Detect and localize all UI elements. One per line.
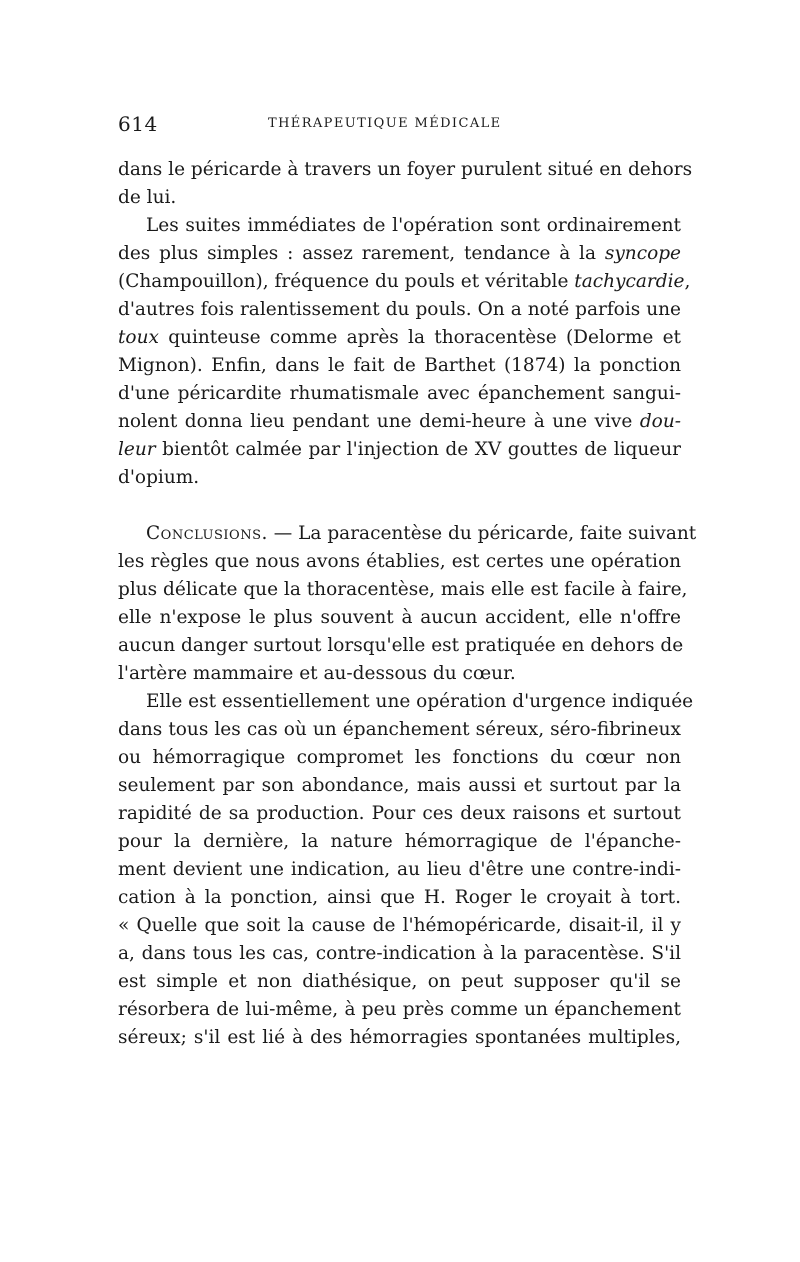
text-line: d'autres fois ralentissement du pouls. On a noté parfois une [118,299,681,320]
text-line: plus délicate que la thoracentèse, mais elle est facile à faire, [118,579,688,600]
text-line: l'artère mammaire et au-dessous du cœur. [118,663,516,684]
section-heading: Conclusions. [146,523,268,544]
text-line: Mignon). Enfin, dans le fait de Barthet (1874) la ponction [118,355,681,376]
text-line [118,268,691,296]
text-line: ment devient une indication, au lieu d'être une contre-indi- [118,859,681,880]
text-run: quinteuse comme après la thoracentèse (Delorme et [158,327,681,348]
text-line: séreux; s'il est lié à des hémorragies spontanées multiples, [118,1027,681,1048]
text-line: Les suites immédiates de l'opération sont ordinairement [146,215,681,236]
text-line [118,324,681,352]
text-run: nolent donna lieu pendant une demi-heure à une vive [118,411,640,432]
text-line: dans le péricarde à travers un foyer purulent situé en dehors [118,159,693,180]
text-line: Elle est essentiellement une opération d'urgence indiquée [146,691,694,712]
text-line: pour la dernière, la nature hémorragique de l'épanche- [118,831,681,852]
italic-term: dou- [639,411,681,432]
italic-term: leur [118,439,156,460]
italic-term: syncope [604,243,681,264]
text-line: de lui. [118,187,177,208]
text-line: seulement par son abondance, mais aussi et surtout par la [118,775,681,796]
text-line: dans tous les cas où un épanchement séreux, séro-fibrineux [118,719,681,740]
text-run: , [684,271,691,292]
text-line [118,436,681,464]
text-line: résorbera de lui-même, à peu près comme un épanchement [118,999,681,1020]
text-line: elle n'expose le plus souvent à aucun accident, elle n'offre [118,607,681,628]
running-title: THÉRAPEUTIQUE MÉDICALE [268,116,502,131]
page-header [118,112,686,138]
text-line: d'une péricardite rhumatismale avec épanchement sangui- [118,383,681,404]
text-line: les règles que nous avons établies, est certes une opération [118,551,681,572]
text-run: bientôt calmée par l'injection de XV gouttes de liqueur [155,439,681,460]
text-run: — La paracentèse du péricarde, faite suivant [267,523,697,544]
text-line [118,408,681,436]
text-run: (Champouillon), fréquence du pouls et véritable [118,271,575,292]
text-line: est simple et non diathésique, on peut supposer qu'il se [118,971,681,992]
text-line [118,240,681,268]
text-line: ou hémorragique compromet les fonctions du cœur non [118,747,681,768]
page-number: 614 [118,112,158,136]
text-line: cation à la ponction, ainsi que H. Roger le croyait à tort. [118,887,681,908]
text-line: d'opium. [118,467,200,488]
text-run: des plus simples : assez rarement, tendance à la [118,243,605,264]
italic-term: tachycardie [574,271,685,292]
text-line: rapidité de sa production. Pour ces deux raisons et surtout [118,803,681,824]
text-line: « Quelle que soit la cause de l'hémopéricarde, disait-il, il y [118,915,681,936]
text-line: a, dans tous les cas, contre-indication à la paracentèse. S'il [118,943,681,964]
text-line [146,520,697,548]
text-line: aucun danger surtout lorsqu'elle est pratiquée en dehors de [118,635,684,656]
italic-term: toux [118,327,159,348]
